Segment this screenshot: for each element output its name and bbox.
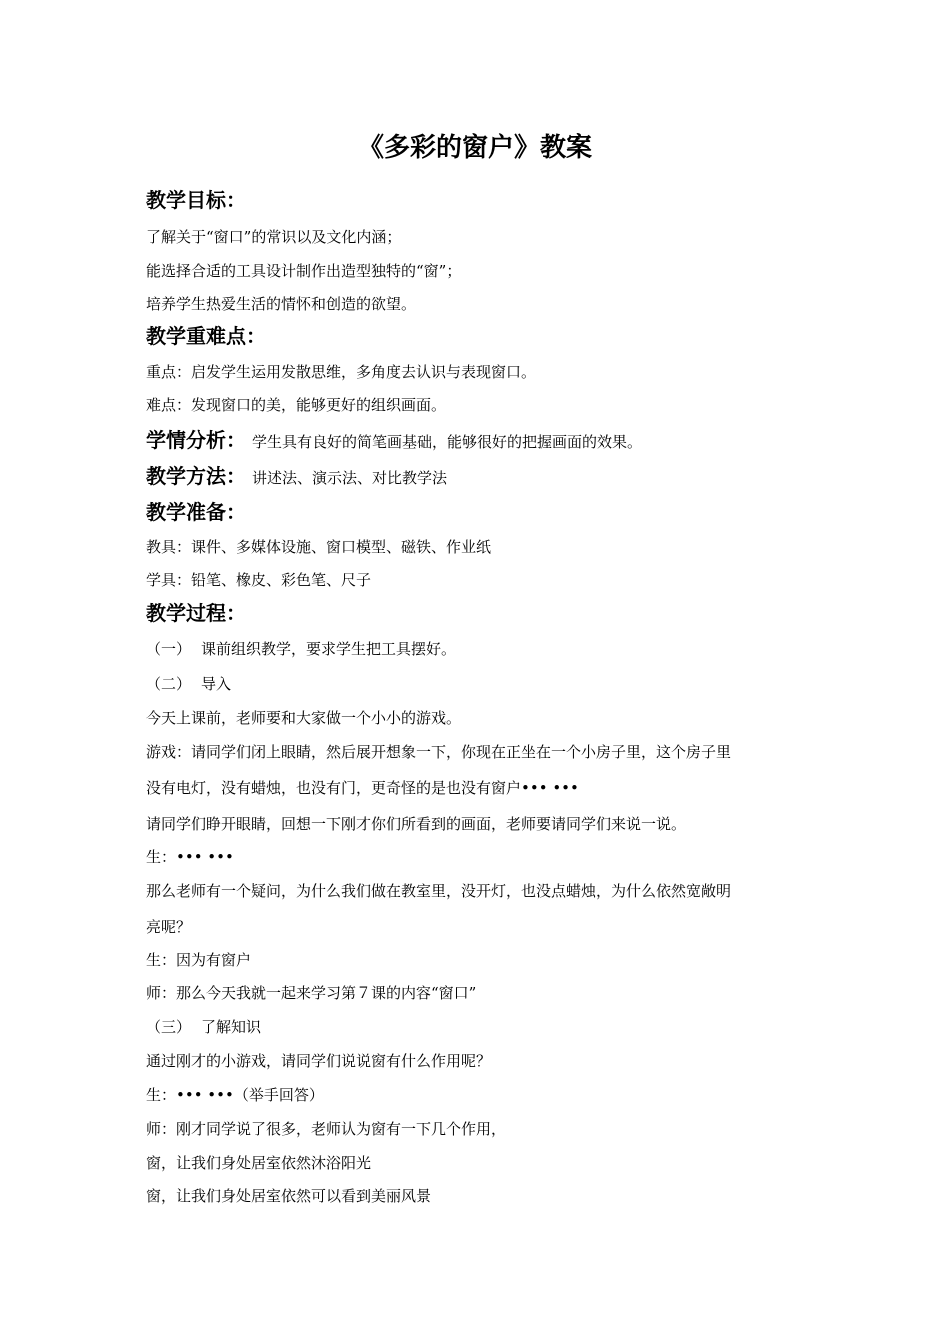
paragraph: 生：因为有窗户 (146, 951, 252, 969)
paragraph: 师：刚才同学说了很多，老师认为窗有一下几个作用， (146, 1120, 507, 1138)
document-title: 《多彩的窗户》教案 (357, 133, 592, 163)
analysis-heading-label: 学情分析： (146, 428, 246, 452)
goals-heading: 教学目标： (146, 188, 246, 212)
method-heading-label: 教学方法： (146, 464, 246, 488)
goal-line: 能选择合适的工具设计制作出造型独特的“窗”； (146, 262, 462, 280)
step-three (146, 1016, 261, 1038)
paragraph: 生：••• •••（举手回答） (146, 1086, 324, 1104)
paragraph: 游戏：请同学们闭上眼睛，然后展开想象一下，你现在正坐在一个小房子里，这个房子里 (146, 743, 732, 761)
method-text: 讲述法、演示法、对比教学法 (252, 469, 448, 487)
prep-line: 教具：课件、多媒体设施、窗口模型、磁铁、作业纸 (146, 538, 492, 556)
paragraph: 亮呢？ (146, 918, 192, 936)
paragraph: 请同学们睁开眼睛，回想一下刚才你们所看到的画面，老师要请同学们来说一说。 (146, 815, 687, 833)
step-text: 导入 (201, 675, 232, 693)
analysis-text: 学生具有良好的简笔画基础，能够很好的把握画面的效果。 (252, 433, 643, 451)
step-number: （一） (146, 640, 192, 658)
paragraph: 窗，让我们身处居室依然沐浴阳光 (146, 1154, 372, 1172)
method-heading (146, 462, 447, 492)
step-two (146, 673, 231, 695)
key-point-line: 重点：启发学生运用发散思维，多角度去认识与表现窗口。 (146, 363, 537, 381)
paragraph: 没有电灯，没有蜡烛，也没有门，更奇怪的是也没有窗户••• ••• (146, 779, 579, 797)
prep-line: 学具：铅笔、橡皮、彩色笔、尺子 (146, 571, 372, 589)
paragraph: 窗，让我们身处居室依然可以看到美丽风景 (146, 1187, 432, 1205)
step-text: 了解知识 (201, 1018, 262, 1036)
process-heading: 教学过程： (146, 601, 246, 625)
key-points-heading: 教学重难点： (146, 324, 266, 348)
step-text: 课前组织教学，要求学生把工具摆好。 (201, 640, 457, 658)
prep-heading: 教学准备： (146, 500, 246, 524)
goal-line: 培养学生热爱生活的情怀和创造的欲望。 (146, 295, 417, 313)
step-one (146, 638, 456, 660)
key-point-line: 难点：发现窗口的美，能够更好的组织画面。 (146, 396, 447, 414)
step-number: （三） (146, 1018, 192, 1036)
paragraph: 师：那么今天我就一起来学习第７课的内容“窗口” (146, 984, 477, 1002)
analysis-heading (146, 426, 642, 456)
step-number: （二） (146, 675, 192, 693)
paragraph: 那么老师有一个疑问，为什么我们做在教室里，没开灯，也没点蜡烛，为什么依然宽敞明 (146, 882, 732, 900)
paragraph: 生：••• ••• (146, 848, 234, 866)
goal-line: 了解关于“窗口”的常识以及文化内涵； (146, 228, 402, 246)
paragraph: 通过刚才的小游戏，请同学们说说窗有什么作用呢？ (146, 1052, 492, 1070)
paragraph: 今天上课前，老师要和大家做一个小小的游戏。 (146, 709, 462, 727)
